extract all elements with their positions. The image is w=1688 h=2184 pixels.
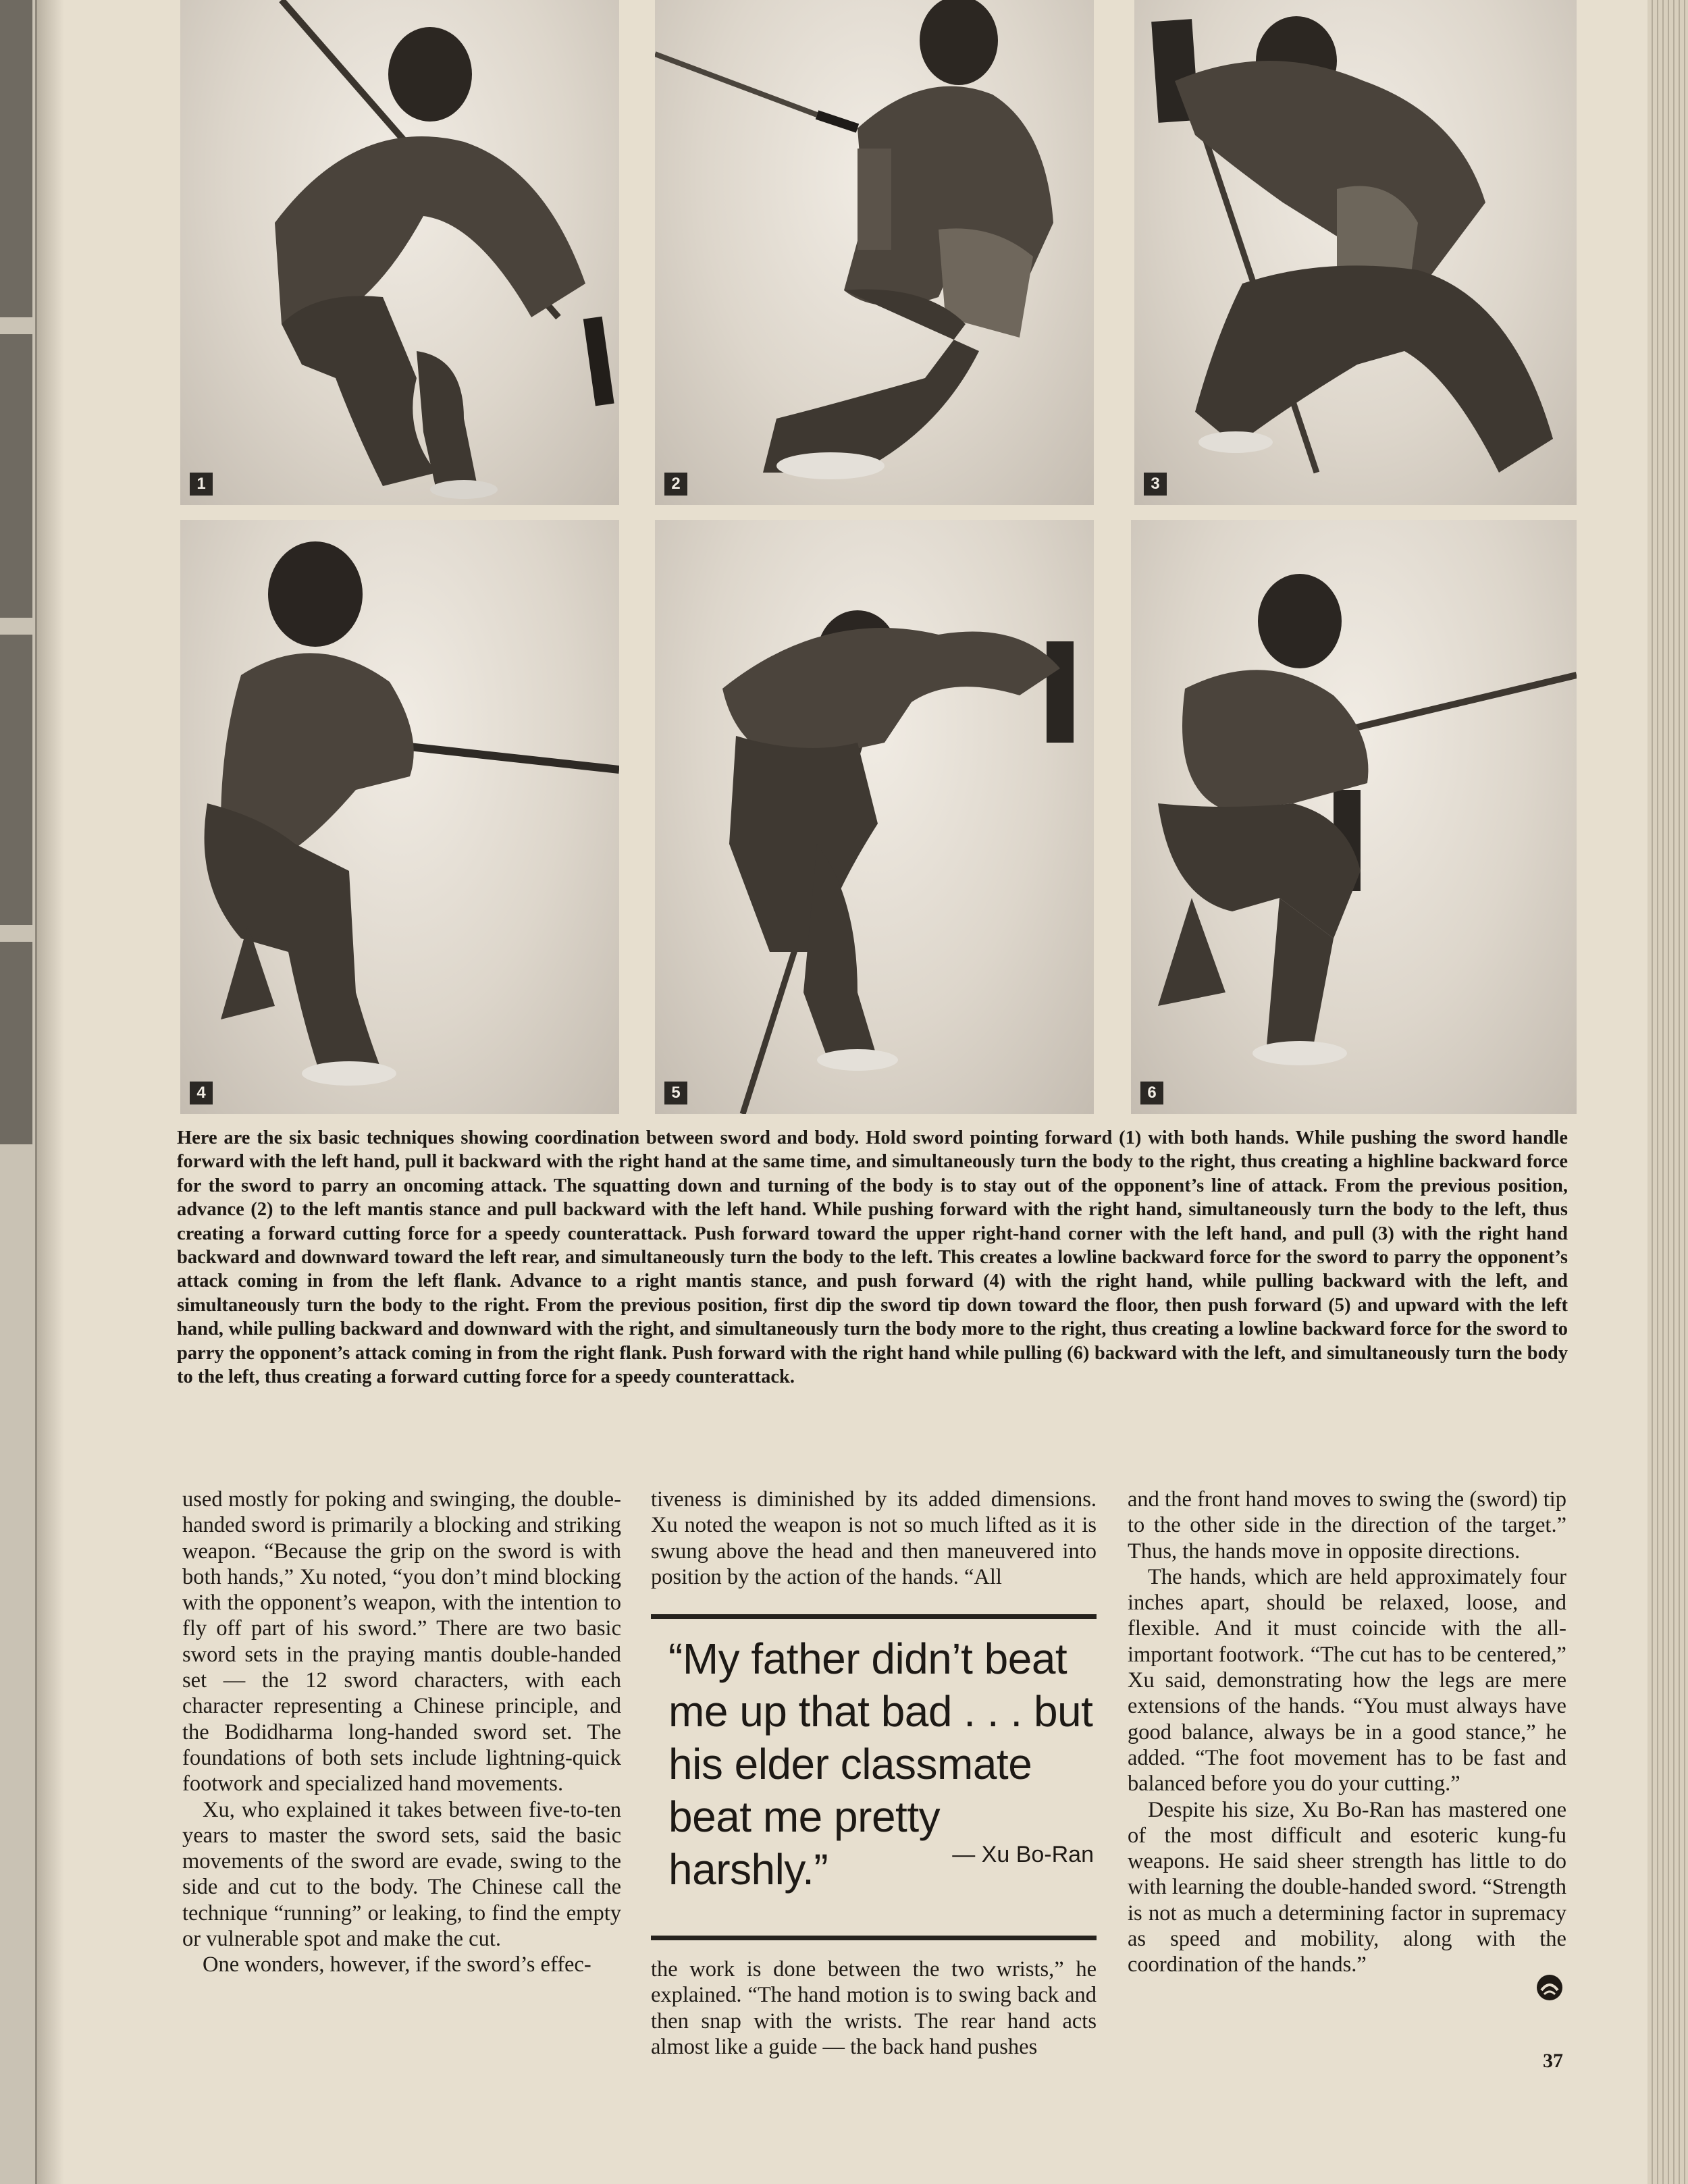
body-paragraph: One wonders, however, if the sword’s effec- [203,1952,591,1977]
pull-quote: “My father didn’t beat me up that bad . . . but his elder classmate beat me pretty harshly.” [668,1634,1093,1894]
technique-photo-4 [180,520,619,1114]
article-column-3 [1128,1487,1566,1978]
body-paragraph: and the front hand moves to swing the (sword) tip to the other side in the direction of the target.” Thus, the hands move in opposite directions. [1128,1487,1566,1564]
technique-photo-1 [180,0,619,505]
technique-photo-3 [1134,0,1577,505]
previous-page-photo [0,0,32,317]
photo-number-label: 6 [1140,1082,1163,1104]
photo-number-label: 4 [190,1082,213,1104]
article-column-2-top: tiveness is diminished by its added dimensions. Xu noted the weapon is not so much lifted as it is swung above the head and then maneuvered into position by the action of the hands. “All [651,1487,1097,1589]
technique-photo-2 [655,0,1094,505]
photo-number-label: 1 [190,473,213,496]
photo-number-label: 2 [664,473,687,496]
article-column-2-bottom: the work is done between the two wrists,” he explained. “The hand motion is to swing back and then snap with the wrists. The rear hand acts almost like a guide — the back hand pushes [651,1957,1097,2059]
pull-quote-top-rule [651,1614,1097,1619]
photo-number-label: 3 [1144,473,1167,496]
body-paragraph: used mostly for poking and swinging, the double-handed sword is primarily a blocking and striking weapon. “Because the grip on the sword is with both hands,” Xu noted, “you don’t mind blocking with the opponent’s weapon, with the intention to fly off part of his sword.” There are two basic sword sets in the praying mantis double-handed set — the 12 sword characters, with each character representing a Chinese principle, and the Bodidharma long-handed sword set. The foundations of both sets include lightning-quick footwork and specialized hand movements. [182,1487,621,1796]
technique-photo-5 [655,520,1094,1114]
previous-page-edge [0,0,37,2184]
photo-caption: Here are the six basic techniques showing coordination between sword and body. Hold sword pointing forward (1) with both hands. While pushing the sword handle forward with the left hand, pull it backward with the right hand at the same time, and simultaneously turn the body to the right, thus creating a highline backward force for the sword to parry an oncoming attack. The squatting down and turning of the body is to stay out of the opponent’s line of attack. From the previous position, advance (2) to the left mantis stance and pull backward with the left hand. While pushing forward with the right hand, simultaneously turn the body to the left, thus creating a forward cutting force for a speedy counterattack. Push forward toward the upper right-hand corner with the left hand, and pull (3) with the right hand backward and downward toward the left rear, and simultaneously turn the body to the left. This creates a lowline backward force for the sword to parry the opponent’s attack coming in from the left flank. Advance to a right mantis stance, and push forward (4) with the right hand, while pulling backward with the left, and simultaneously turn the body to the right. From the previous position, first dip the sword tip down toward the floor, then push forward (5) and upward with the left hand, while pulling backward and downward with the right, and simultaneously turn the body more to the right, thus creating a lowline backward force for the sword to parry the opponent’s attack coming in from the right flank. Push forward with the right hand while pulling (6) backward with the left, and simultaneously turn the body to the left, thus creating a forward cutting force for a speedy counterattack. [177,1127,1568,1388]
technique-photo-6 [1131,520,1577,1114]
pull-quote-bottom-rule [651,1936,1097,1940]
magazine-end-mark-icon [1536,1974,1563,2001]
article-column-1 [182,1487,621,1978]
pull-quote-attribution: — Xu Bo-Ran [952,1842,1094,1867]
previous-page-photo [0,942,32,1144]
body-paragraph: Despite his size, Xu Bo-Ran has mastered one of the most difficult and esoteric kung-fu weapons. He said sheer strength has little to do with learning the double-handed sword. “Strength is not as much a determining factor in supremacy as speed and mobility, along with the coordination of the hands.” [1128,1797,1566,1977]
page-stack-edge [1647,0,1688,2184]
photo-number-label: 5 [664,1082,687,1104]
page-gutter [37,0,64,2184]
body-paragraph: The hands, which are held approximately four inches apart, should be relaxed, loose, and flexible. And it must coincide with the all-important footwork. “The cut has to be centered,” Xu said, demonstrating how the legs are mere extensions of the hands. “You must always have good balance, always be in a good stance,” he added. “The foot movement has to be fast and balanced before you do your cutting.” [1128,1564,1566,1796]
page-number: 37 [1543,2050,1563,2072]
previous-page-photo [0,635,32,925]
previous-page-photo [0,334,32,618]
body-paragraph: Xu, who explained it takes between five-to-ten years to master the sword sets, said the basic movements of the sword are evade, swing to the side and cut to the body. The Chinese call the technique “running” or leaking, to find the empty or vulnerable spot and make the cut. [182,1797,621,1952]
